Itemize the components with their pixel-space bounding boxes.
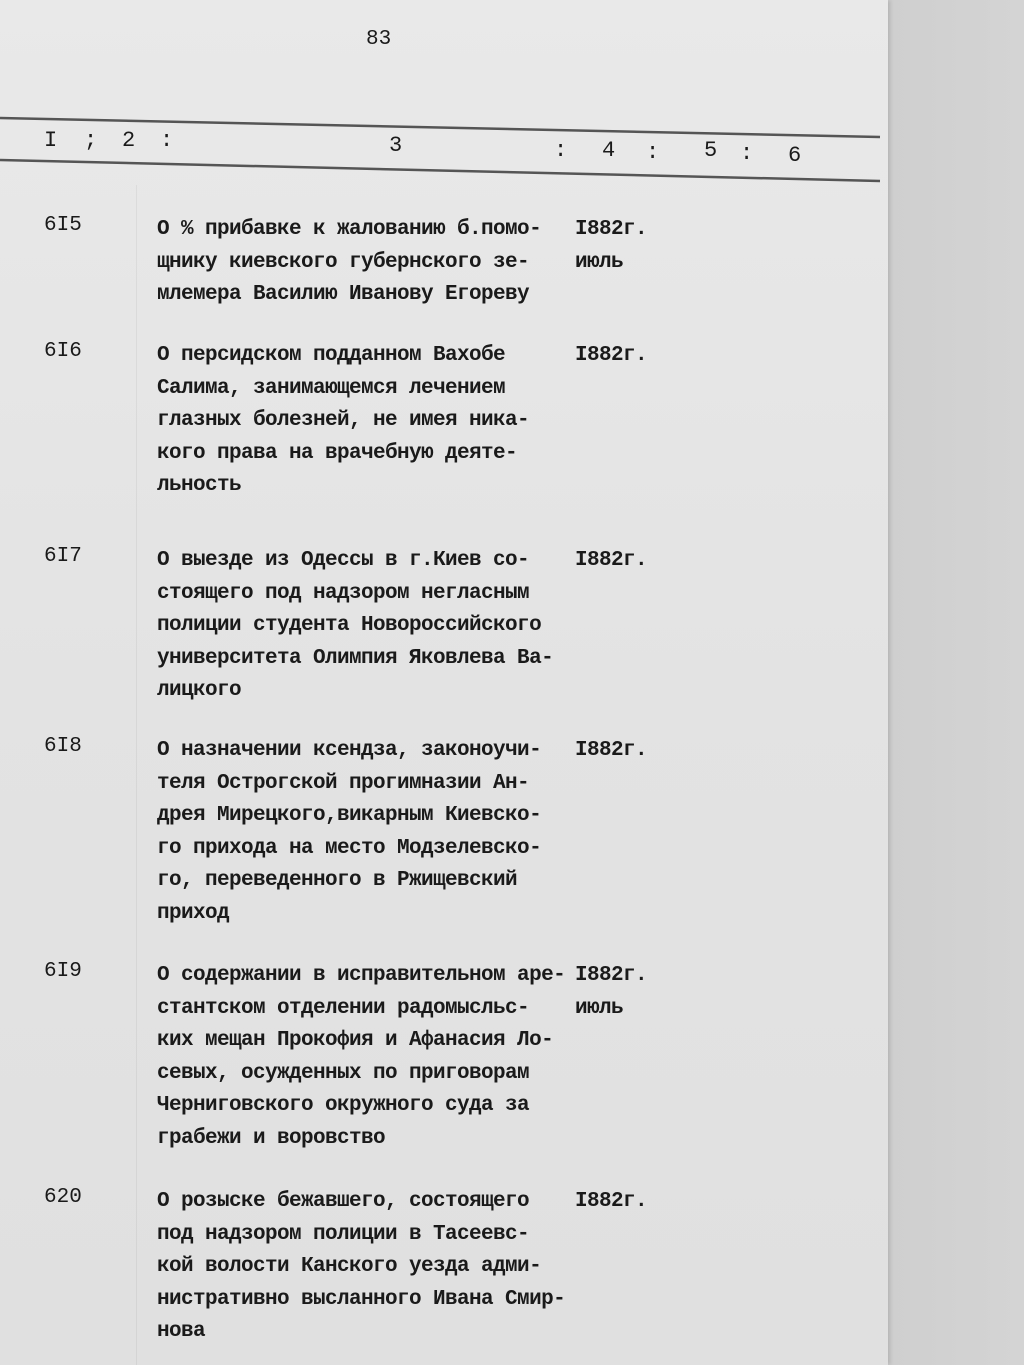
date-line: I882г. [575,964,648,987]
description-line: Черниговского окружного суда за [157,1094,530,1117]
description-line: приход [157,901,230,925]
entry-number: 6I7 [44,545,82,568]
description-line: Салима, занимающемся лечением [157,376,506,400]
date-line: I882г. [575,549,648,572]
description-line: ких мещан Прокофия и Афанасия Ло- [157,1029,554,1052]
description-line: дрея Мирецкого,викарным Киевско- [157,804,542,827]
description-line: теля Острогской прогимназии Ан- [157,771,530,795]
description-line: О персидском подданном Вахобе [157,344,506,367]
entry-description [157,960,565,1155]
description-line: щнику киевского губернского зе- [157,250,530,274]
description-line: кого права на врачебную деяте- [157,441,518,465]
page-number: 83 [366,28,392,51]
column-separator: : [740,141,754,166]
description-line: О выезде из Одессы в г.Киев со- [157,549,530,572]
header-rules [0,0,900,200]
entry-description [157,735,541,930]
description-line: О % прибавке к жалованию б.помо- [157,218,542,241]
column-header: I [44,128,58,153]
description-line: кой волости Канского уезда адми- [157,1255,542,1278]
description-line: севых, осужденных по приговорам [157,1061,530,1085]
description-line: стантском отделении радомысльс- [157,996,530,1020]
description-line: полиции студента Новороссийского [157,614,542,637]
entry-date [575,545,647,578]
entry-description [157,214,541,312]
entry-description [157,340,529,503]
column-separator: : [554,138,568,163]
entry-number: 6I6 [44,340,82,363]
description-line: О назначении ксендза, законоучи- [157,739,542,762]
entry-number: 620 [44,1186,82,1209]
entry-number: 6I8 [44,735,82,758]
column-header: 4 [602,138,616,163]
description-line: нистративно высланного Ивана Смир- [157,1287,566,1311]
description-line: млемера Василию Иванову Егореву [157,283,530,306]
entry-date [575,1186,647,1219]
column-header: 5 [704,138,718,163]
entry-description [157,1186,565,1349]
entry-description [157,545,553,708]
description-line: лицкого [157,679,242,702]
column-separator: : [160,128,174,153]
column-header: 2 [122,128,136,153]
entry-number: 6I5 [44,214,82,237]
column-header: 3 [389,133,403,158]
date-line: июль [575,250,624,274]
entry-date [575,960,647,1025]
date-line: I882г. [575,1190,648,1213]
date-line: июль [575,996,624,1020]
column-header: 6 [788,143,802,168]
description-line: го прихода на место Модзелевско- [157,836,542,860]
column-divider [136,185,137,1365]
description-line: стоящего под надзором негласным [157,581,530,605]
description-line: глазных болезней, не имея ника- [157,409,530,432]
entry-number: 6I9 [44,960,82,983]
description-line: го, переведенного в Ржищевский [157,869,518,892]
entry-date [575,340,647,373]
date-line: I882г. [575,739,648,762]
description-line: О розыске бежавшего, состоящего [157,1190,530,1213]
entry-date [575,214,647,279]
description-line: грабежи и воровство [157,1126,386,1150]
description-line: нова [157,1320,206,1343]
entry-date [575,735,647,768]
column-separator: ; [84,128,98,153]
description-line: О содержании в исправительном аре- [157,964,566,987]
description-line: под надзором полиции в Тасеевс- [157,1222,530,1246]
description-line: льность [157,474,242,497]
description-line: университета Олимпия Яковлева Ва- [157,646,554,670]
column-separator: : [646,140,660,165]
date-line: I882г. [575,344,648,367]
date-line: I882г. [575,218,648,241]
